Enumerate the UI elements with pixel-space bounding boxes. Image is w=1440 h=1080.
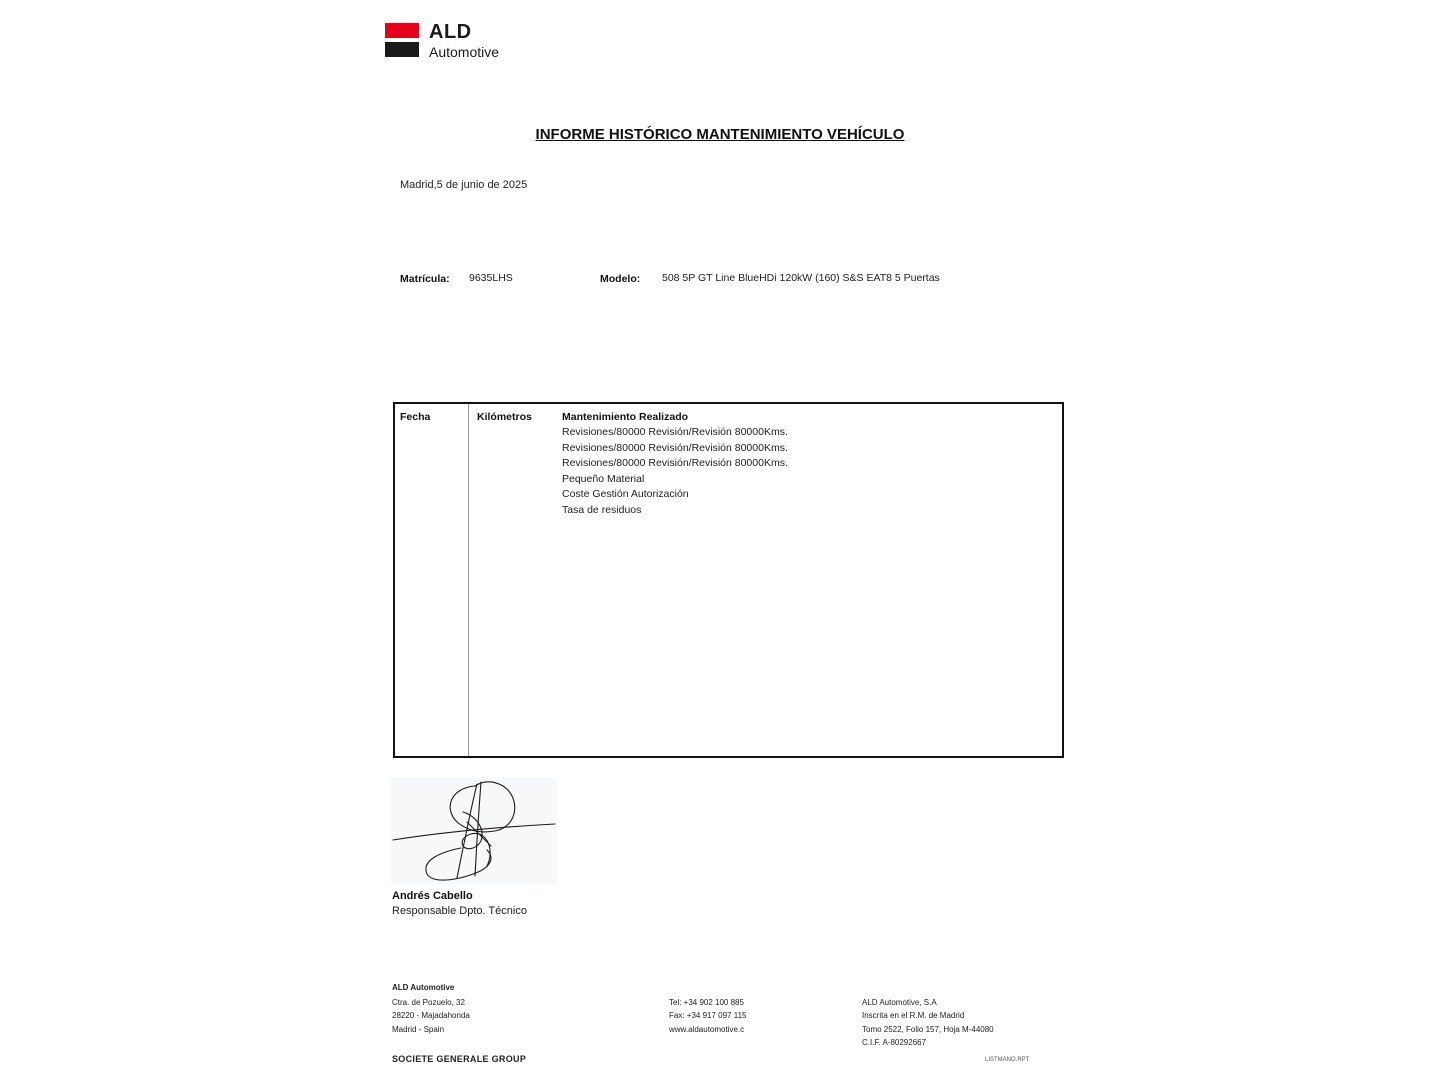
maintenance-item: Coste Gestión Autorización <box>562 488 689 500</box>
footer-company: ALD Automotive <box>392 983 455 992</box>
table-column-divider <box>468 404 469 756</box>
footer-tel: Tel: +34 902 100 885 <box>669 998 744 1007</box>
footer-legal-2: Inscrita en el R.M. de Madrid <box>862 1011 965 1020</box>
footer-report-code: LISTMANO.RPT <box>985 1057 1030 1063</box>
header-date: Fecha <box>400 411 431 423</box>
footer-web: www.aldautomotive.c <box>669 1025 745 1034</box>
logo-red-block <box>385 23 419 38</box>
header-maintenance: Mantenimiento Realizado <box>562 411 689 423</box>
footer-address-3: Madrid - Spain <box>392 1025 445 1034</box>
plate-value: 9635LHS <box>469 272 513 284</box>
footer-address-2: 28220 - Majadahonda <box>392 1011 470 1020</box>
model-value: 508 5P GT Line BlueHDi 120kW (160) S&S EAT8 5 Puertas <box>662 272 940 284</box>
document-title: INFORME HISTÓRICO MANTENIMIENTO VEHÍCULO <box>535 126 905 143</box>
maintenance-item: Revisiones/80000 Revisión/Revisión 80000Kms. <box>562 426 788 438</box>
footer-group: SOCIETE GENERALE GROUP <box>392 1054 527 1064</box>
logo-white-bar <box>391 39 413 41</box>
signature-image <box>391 778 557 884</box>
footer-legal-4: C.I.F. A-80292667 <box>862 1038 927 1047</box>
header-km: Kilómetros <box>477 411 532 423</box>
maintenance-item: Tasa de residuos <box>562 503 642 516</box>
ald-logo-mark <box>385 23 419 57</box>
maintenance-item: Revisiones/80000 Revisión/Revisión 80000Kms. <box>562 441 788 454</box>
signer-role: Responsable Dpto. Técnico <box>392 905 527 917</box>
model-label: Modelo: <box>600 273 641 285</box>
logo-black-block <box>385 42 419 57</box>
footer-legal-1: ALD Automotive, S.A <box>862 998 937 1007</box>
place-date: Madrid,5 de junio de 2025 <box>400 179 528 191</box>
footer-address-1: Ctra. de Pozuelo, 32 <box>392 998 465 1007</box>
plate-label: Matrícula: <box>400 273 450 285</box>
maintenance-item: Pequeño Material <box>562 472 645 485</box>
logo-brand-text: ALD <box>429 21 472 43</box>
logo-sub-text: Automotive <box>429 44 500 60</box>
footer-legal-3: Tomo 2522, Folio 157, Hoja M-44080 <box>862 1025 994 1034</box>
maintenance-list <box>562 425 788 518</box>
footer-fax: Fax: +34 917 097 115 <box>669 1011 747 1020</box>
signer-name: Andrés Cabello <box>392 890 473 902</box>
maintenance-item: Revisiones/80000 Revisión/Revisión 80000Kms. <box>562 457 788 469</box>
